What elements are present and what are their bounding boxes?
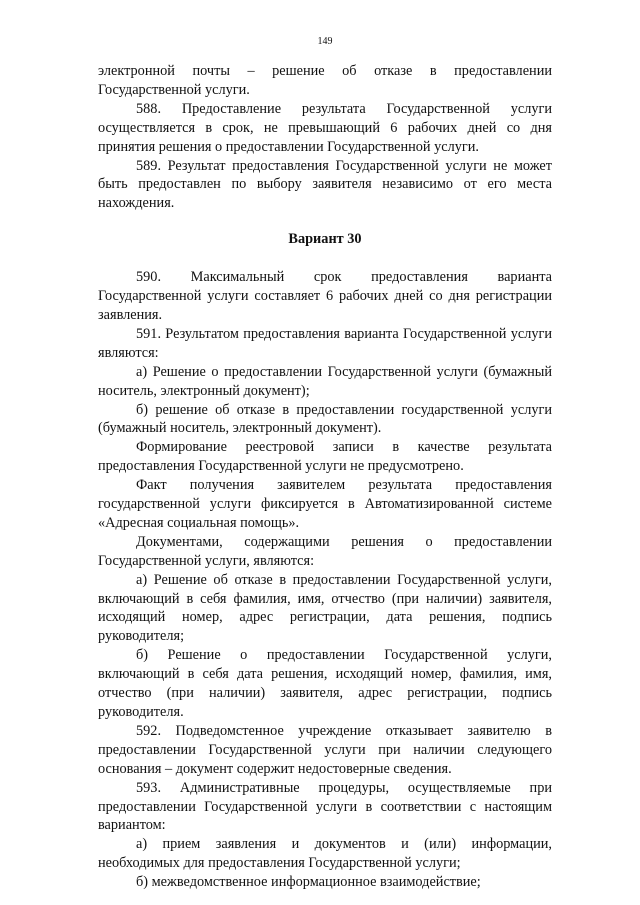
paragraph-593: 593. Административные процедуры, осуществляемые при предоставлении Государственной услуги в соответствии с настоящим вариантом: — [98, 779, 552, 834]
paragraph-continuation: электронной почты – решение об отказе в предоставлении Государственной услуги. — [98, 63, 552, 98]
list-item-591-a: а) Решение о предоставлении Государственной услуги (бумажный носитель, электронный документ); — [98, 363, 552, 399]
paragraph-591: 591. Результатом предоставления варианта Государственной услуги являются: — [98, 325, 552, 361]
list-item-documents-a: а) Решение об отказе в предоставлении Государственной услуги, включающий в себя фамилия, имя, отчество (при наличии) заявителя, исходящий номер, адрес регистрации, дата решения, подпись руководителя; — [98, 571, 552, 645]
paragraph-result-fact: Факт получения заявителем результата предоставления государственной услуги фиксируется в Автоматизированной системе «Адресная социальная помощь». — [98, 477, 552, 531]
list-item-documents-b: б) Решение о предоставлении Государственной услуги, включающий в себя дата решения, исходящий номер, фамилия, имя, отчество (при наличии) заявителя, адрес регистрации, подпись руководителя. — [98, 647, 552, 720]
list-item-593-b: б) межведомственное информационное взаимодействие; — [136, 874, 481, 891]
paragraph-registry-record: Формирование реестровой записи в качестве результата предоставления Государственной услуги не предусмотрено. — [98, 439, 552, 475]
list-item-591-b: б) решение об отказе в предоставлении государственной услуги (бумажный носитель, электронный документ). — [98, 401, 552, 437]
section-heading: Вариант 30 — [288, 231, 362, 248]
paragraph-decision-documents: Документами, содержащими решения о предоставлении Государственной услуги, являются: — [98, 533, 552, 569]
document-body — [98, 62, 552, 892]
list-item-593-a: а) прием заявления и документов и (или) информации, необходимых для предоставления Государственной услуги; — [98, 836, 552, 872]
paragraph-589: 589. Результат предоставления Государственной услуги не может быть предоставлен по выбору заявителя независимо от его места нахождения. — [98, 157, 552, 212]
paragraph-592: 592. Подведомстенное учреждение отказывает заявителю в предоставлении Государственной услуги при наличии следующего основания – документ содержит недостоверные сведения. — [98, 722, 552, 777]
paragraph-588: 588. Предоставление результата Государственной услуги осуществляется в срок, не превышающий 6 рабочих дней со дня принятия решения о предоставлении Государственной услуги. — [98, 100, 552, 155]
paragraph-590: 590. Максимальный срок предоставления варианта Государственной услуги составляет 6 рабочих дней со дня регистрации заявления. — [98, 269, 552, 323]
page-number: 149 — [317, 36, 333, 47]
